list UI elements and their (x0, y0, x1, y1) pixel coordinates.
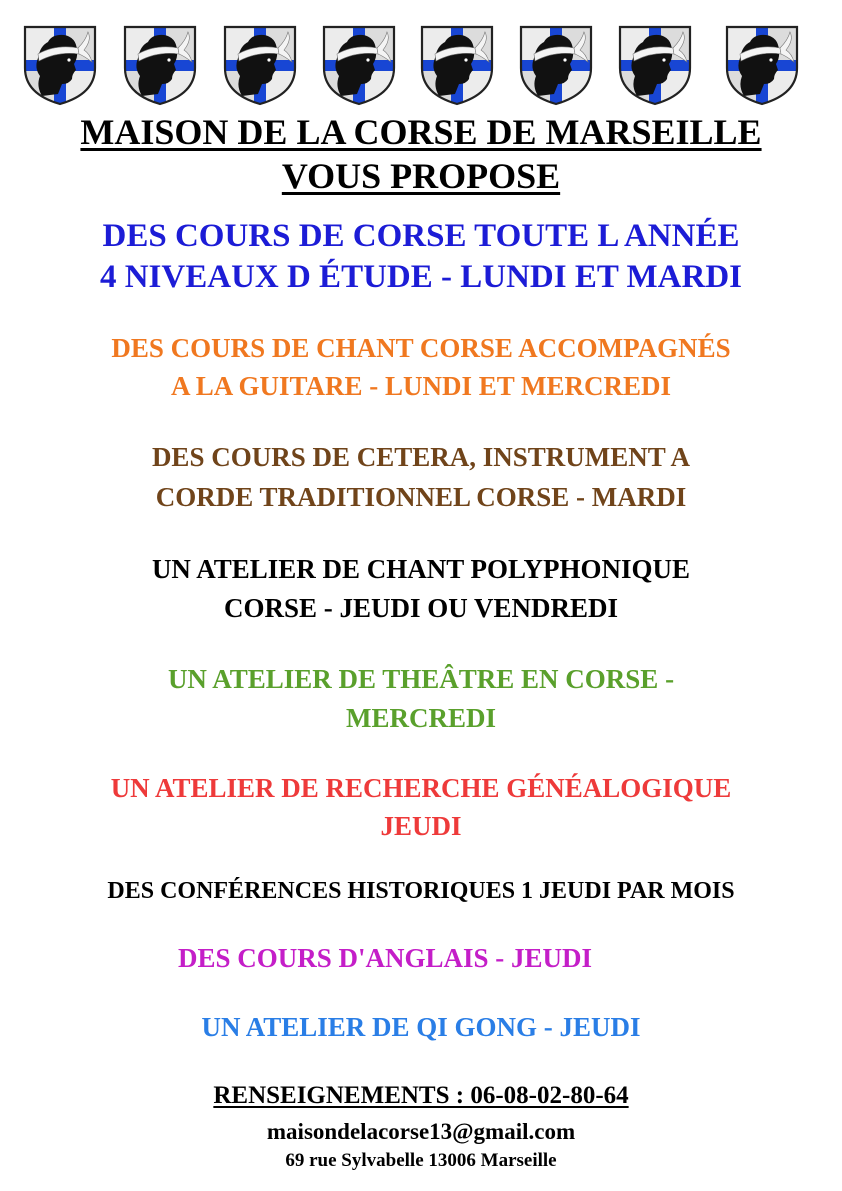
corsican-shield-icon (518, 24, 594, 106)
contact-address: 69 rue Sylvabelle 13006 Marseille (285, 1150, 557, 1171)
corsican-shield-icon (724, 24, 800, 106)
offer-polyphonic-workshop-line2: CORSE - JEUDI OU VENDREDI (223, 593, 619, 623)
corsican-shield-icon (419, 24, 495, 106)
corsican-shield-icon (617, 24, 693, 106)
offer-cetera-course-line1: DES COURS DE CETERA, INSTRUMENT A (151, 442, 691, 472)
offer-polyphonic-workshop-line1: UN ATELIER DE CHANT POLYPHONIQUE (151, 554, 691, 584)
corsican-shield-icon (321, 24, 397, 106)
offer-theatre-workshop-line2: MERCREDI (345, 703, 496, 733)
contact-phone: RENSEIGNEMENTS : 06-08-02-80-64 (213, 1082, 629, 1109)
offer-genealogy-workshop-line2: JEUDI (380, 811, 462, 841)
offer-english-course: DES COURS D'ANGLAIS - JEUDI (177, 943, 593, 973)
offer-corse-course-line2: 4 NIVEAUX D ÉTUDE - LUNDI ET MARDI (99, 259, 743, 295)
page-title: MAISON DE LA CORSE DE MARSEILLE (80, 112, 762, 152)
offer-chant-course-line2: A LA GUITARE - LUNDI ET MERCREDI (170, 371, 672, 401)
offer-corse-course-line1: DES COURS DE CORSE TOUTE L ANNÉE (102, 218, 740, 254)
offer-theatre-workshop-line1: UN ATELIER DE THEÂTRE EN CORSE - (167, 664, 675, 694)
corsican-shield-icon (122, 24, 198, 106)
corsican-shield-icon (222, 24, 298, 106)
contact-email[interactable]: maisondelacorse13@gmail.com (266, 1119, 576, 1144)
offer-genealogy-workshop-line1: UN ATELIER DE RECHERCHE GÉNÉALOGIQUE (110, 773, 732, 803)
corsican-shield-icon (22, 24, 98, 106)
shields-row (22, 24, 800, 106)
offer-cetera-course-line2: CORDE TRADITIONNEL CORSE - MARDI (155, 482, 687, 512)
offer-qigong-workshop: UN ATELIER DE QI GONG - JEUDI (201, 1012, 641, 1042)
offer-conferences: DES CONFÉRENCES HISTORIQUES 1 JEUDI PAR MOIS (107, 878, 735, 904)
offer-chant-course-line1: DES COURS DE CHANT CORSE ACCOMPAGNÉS (111, 333, 731, 363)
page-subtitle: VOUS PROPOSE (281, 156, 561, 196)
